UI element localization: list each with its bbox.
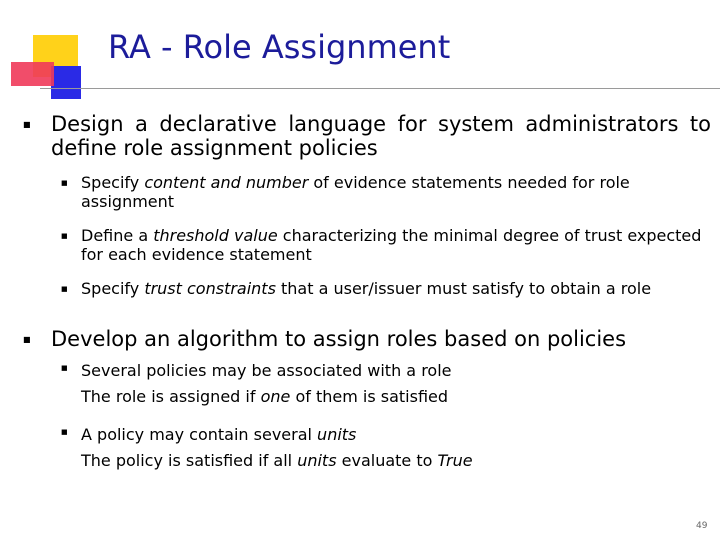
decor-blue-square [51,66,81,99]
bullet-square-icon: ■ [23,120,31,129]
bullet-square-icon: ■ [61,364,68,372]
bullet-square-icon: ■ [61,232,68,240]
bullet-2-sub-2: A policy may contain several units The policy is satisfied if all units evaluate to True [81,425,473,470]
bullet-1-sub-1: Specify content and number of evidence statements needed for role assignment [81,173,630,211]
bullet-square-icon: ■ [61,285,68,293]
slide-title: RA - Role Assignment [108,28,451,66]
bullet-1-text: Design a declarative language for system administrators to define role assignment policies [51,112,711,160]
decor-red-square [11,62,54,86]
bullet-square-icon: ■ [61,428,68,436]
title-divider [40,88,720,89]
bullet-1-sub-3: Specify trust constraints that a user/issuer must satisfy to obtain a role [81,279,652,298]
page-number: 49 [696,521,708,531]
bullet-1-sub-2: Define a threshold value characterizing the minimal degree of trust expected for each evidence statement [81,226,702,264]
bullet-2-sub-1: Several policies may be associated with a role The role is assigned if one of them is satisfied [81,361,452,406]
bullet-square-icon: ■ [23,335,31,344]
bullet-square-icon: ■ [61,179,68,187]
bullet-2-text: Develop an algorithm to assign roles based on policies [51,327,627,351]
